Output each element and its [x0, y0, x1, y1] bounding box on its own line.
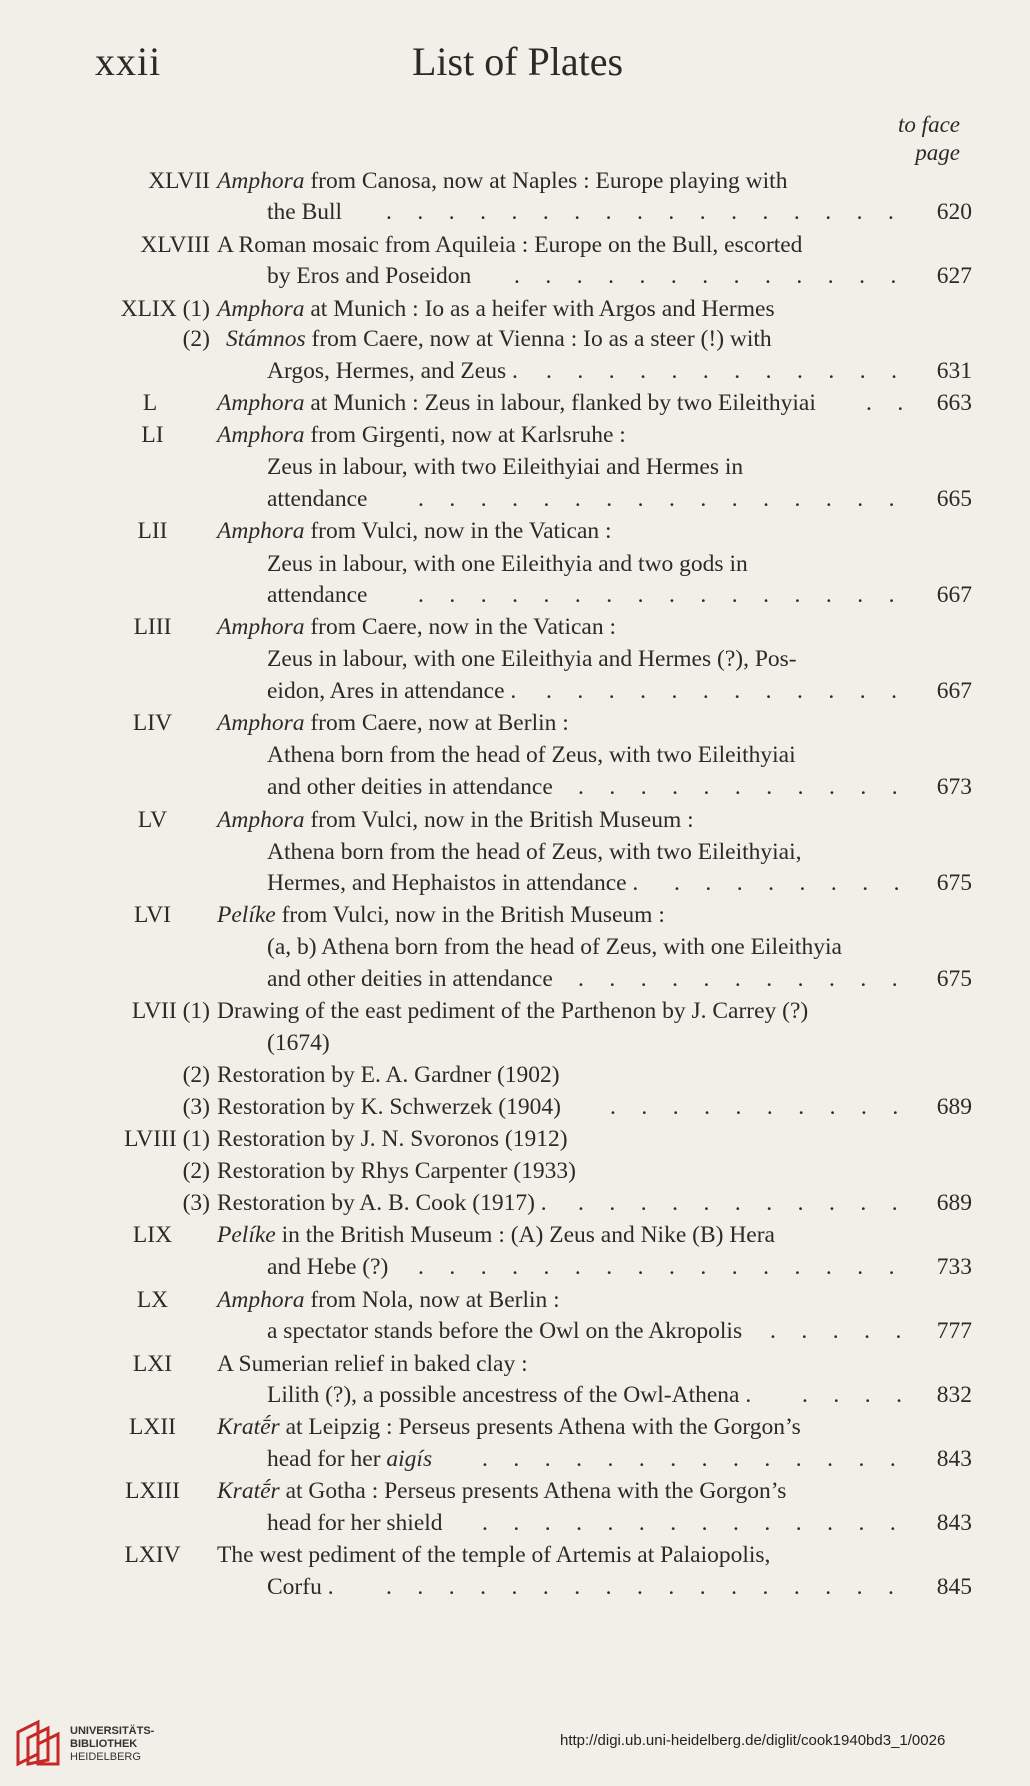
description-text: Zeus in labour, with two Eileithyiai and Hermes in [267, 454, 744, 480]
leader-dots: .......... [610, 1094, 924, 1120]
page-reference: 689 [936, 1094, 972, 1120]
list-line [0, 1252, 1030, 1282]
plate-number: LIII [133, 614, 172, 640]
list-line [0, 964, 1030, 994]
plate-description [217, 388, 816, 418]
plate-description [217, 900, 665, 930]
leader-dots: ................ [418, 1254, 920, 1280]
description-text: Restoration by Rhys Carpenter (1933) [217, 1158, 576, 1184]
plate-description [217, 1092, 561, 1122]
list-line [0, 261, 1030, 291]
list-line [0, 484, 1030, 514]
library-line-2: BIBLIOTHEK [70, 1738, 138, 1750]
plate-description [267, 868, 638, 898]
list-line [0, 452, 1030, 482]
vessel-type: aigís [386, 1446, 433, 1472]
page-reference: 667 [936, 678, 972, 704]
library-line-1: UNIVERSITÄTS- [70, 1725, 155, 1737]
list-line [0, 612, 1030, 642]
plate-description [267, 1444, 432, 1474]
library-name [70, 1725, 154, 1764]
description-text: Restoration by J. N. Svoronos (1912) [217, 1126, 568, 1152]
list-line [0, 230, 1030, 260]
description-text: at Munich : Zeus in labour, flanked by two Eileithyiai [304, 390, 816, 416]
plate-description [217, 1220, 775, 1250]
description-text: head for her shield [267, 1510, 443, 1536]
list-line [0, 197, 1030, 227]
leader-dots: ........... [578, 774, 924, 800]
leader-dots: ................. [386, 199, 920, 225]
list-line [0, 1316, 1030, 1346]
plate-description [267, 1316, 742, 1346]
description-text: the Bull [267, 199, 343, 225]
plate-description [217, 1188, 547, 1218]
description-text: Argos, Hermes, and Zeus . [267, 358, 518, 384]
vessel-type: Amphora [217, 614, 305, 640]
plate-description [217, 1349, 528, 1379]
plate-number: LXII [129, 1414, 176, 1440]
vessel-type: Amphora [217, 1287, 305, 1313]
page-reference: 733 [936, 1254, 972, 1280]
description-text: and other deities in attendance [267, 774, 553, 800]
list-line [0, 1412, 1030, 1442]
list-line [0, 1380, 1030, 1410]
page-reference: 627 [936, 263, 972, 289]
plate-description [267, 356, 518, 386]
description-text: head for her [267, 1446, 387, 1472]
page-reference: 673 [936, 774, 972, 800]
plate-description [267, 1508, 443, 1538]
page-reference: 843 [936, 1446, 972, 1472]
plate-number: XLVII [148, 168, 210, 194]
description-text: from Caere, now at Vienna : Io as a steer (!) with [305, 326, 772, 352]
list-line [0, 294, 1030, 324]
page-reference: 631 [936, 358, 972, 384]
plate-description [267, 932, 842, 962]
plate-number: (2) [182, 326, 210, 352]
plate-description [217, 612, 616, 642]
description-text: (a, b) Athena born from the head of Zeus, with one Eileithyia [267, 934, 842, 960]
list-line [0, 772, 1030, 802]
plate-number: LX [136, 1287, 169, 1313]
description-text: Zeus in labour, with one Eileithyia and Hermes (?), Pos- [267, 646, 797, 672]
list-line [0, 1060, 1030, 1090]
page-reference: 777 [936, 1318, 972, 1344]
plate-number: (3) [182, 1190, 210, 1216]
plate-number: LXIV [124, 1542, 181, 1568]
description-text: (1674) [267, 1030, 330, 1056]
plate-number: LIV [132, 710, 173, 736]
leader-dots: ..... [770, 1318, 927, 1344]
page-reference: 689 [936, 1190, 972, 1216]
list-line [0, 644, 1030, 674]
list-line [0, 1540, 1030, 1570]
leader-dots: ................. [386, 1574, 920, 1600]
page-reference: 845 [936, 1574, 972, 1600]
leader-dots: .............. [482, 1510, 922, 1536]
plate-description [267, 644, 797, 674]
list-line [0, 1349, 1030, 1379]
page-reference: 832 [936, 1382, 972, 1408]
leader-dots: .... [802, 1382, 928, 1408]
list-line [0, 1156, 1030, 1186]
description-text: at Munich : Io as a heifer with Argos and Hermes [304, 296, 775, 322]
plate-description [217, 1285, 560, 1315]
leader-dots: ........ [674, 870, 925, 896]
plate-number: LII [137, 518, 168, 544]
description-text: Corfu . [267, 1574, 334, 1600]
page-reference: 620 [936, 199, 972, 225]
description-text: from Vulci, now in the British Museum : [275, 902, 665, 928]
plate-number: (2) [182, 1158, 210, 1184]
page-reference: 843 [936, 1510, 972, 1536]
description-text: Drawing of the east pediment of the Parthenon by J. Carrey (?) [217, 998, 809, 1024]
plate-description [217, 420, 626, 450]
page-reference: 675 [936, 966, 972, 992]
description-text: at Leipzig : Perseus presents Athena with the Gorgon’s [279, 1414, 801, 1440]
description-text: Athena born from the head of Zeus, with two Eileithyiai [267, 742, 796, 768]
list-line [0, 708, 1030, 738]
description-text: from Girgenti, now at Karlsruhe : [304, 422, 626, 448]
list-line [0, 1476, 1030, 1506]
leader-dots: ........... [578, 1190, 924, 1216]
list-line [0, 166, 1030, 196]
description-text: Hermes, and Hephaistos in attendance . [267, 870, 639, 896]
description-text: from Canosa, now at Naples : Europe playing with [304, 168, 788, 194]
description-text: attendance [267, 582, 368, 608]
list-line [0, 356, 1030, 386]
leader-dots: .............. [482, 1446, 922, 1472]
library-line-3: HEIDELBERG [70, 1751, 141, 1763]
description-text: Zeus in labour, with one Eileithyia and two gods in [267, 551, 748, 577]
plate-description [217, 230, 802, 260]
list-line [0, 324, 1030, 354]
list-line [0, 388, 1030, 418]
plate-description [267, 197, 342, 227]
description-text: and other deities in attendance [267, 966, 553, 992]
plate-number: LV [137, 807, 168, 833]
plate-description [267, 580, 367, 610]
description-text: Restoration by A. B. Cook (1917) . [217, 1190, 547, 1216]
plate-description [217, 294, 775, 324]
vessel-type: Amphora [217, 518, 305, 544]
plate-number: LXIII [125, 1478, 180, 1504]
list-line [0, 837, 1030, 867]
vessel-type: Pelíke [217, 1222, 276, 1248]
vessel-type: Amphora [217, 390, 305, 416]
plate-description [226, 324, 772, 354]
plate-description [267, 772, 553, 802]
description-text: from Vulci, now in the British Museum : [304, 807, 694, 833]
description-text: from Caere, now at Berlin : [304, 710, 569, 736]
vessel-type: Amphora [217, 422, 305, 448]
list-line [0, 1285, 1030, 1315]
plate-description [267, 964, 553, 994]
description-text: from Caere, now in the Vatican : [304, 614, 616, 640]
vessel-type: Amphora [217, 710, 305, 736]
list-line [0, 932, 1030, 962]
university-library-logo-icon [14, 1718, 62, 1768]
plate-number: XLIX (1) [120, 296, 210, 322]
list-line [0, 1028, 1030, 1058]
list-line [0, 1124, 1030, 1154]
list-line [0, 1572, 1030, 1602]
plate-description [267, 1028, 330, 1058]
vessel-type: Stámnos [226, 326, 306, 352]
page-title: List of Plates [412, 39, 624, 84]
plate-description [217, 166, 787, 196]
plate-description [217, 805, 694, 835]
plate-description [267, 837, 802, 867]
plate-number: L [142, 390, 158, 416]
description-text: Restoration by E. A. Gardner (1902) [217, 1062, 560, 1088]
plate-number: LI [141, 422, 164, 448]
plate-description [217, 516, 612, 546]
plate-description [217, 1124, 568, 1154]
vessel-type: Kratḗr [217, 1478, 280, 1504]
description-text: Restoration by K. Schwerzek (1904) [217, 1094, 561, 1120]
list-line [0, 1220, 1030, 1250]
list-line [0, 516, 1030, 546]
page-number: xxii [95, 39, 162, 84]
column-heading-page: page [915, 140, 960, 165]
plate-description [267, 484, 367, 514]
vessel-type: Kratḗr [217, 1414, 280, 1440]
vessel-type: Amphora [217, 807, 305, 833]
vessel-type: Pelíke [217, 902, 276, 928]
description-text: by Eros and Poseidon [267, 263, 472, 289]
plate-number: LVI [134, 902, 171, 928]
list-line [0, 805, 1030, 835]
plate-description [217, 1476, 786, 1506]
description-text: A Roman mosaic from Aquileia : Europe on the Bull, escorted [217, 232, 803, 258]
plate-description [217, 1540, 770, 1570]
leader-dots: .. [866, 390, 929, 416]
list-line [0, 868, 1030, 898]
description-text: The west pediment of the temple of Artemis at Palaiopolis, [217, 1542, 771, 1568]
column-heading-to-face: to face [898, 112, 960, 137]
leader-dots: ............ [546, 678, 923, 704]
page-reference: 675 [936, 870, 972, 896]
vessel-type: Amphora [217, 296, 305, 322]
plate-number: LVIII (1) [124, 1126, 210, 1152]
description-text: from Vulci, now in the Vatican : [304, 518, 612, 544]
plate-description [267, 452, 743, 482]
description-text: a spectator stands before the Owl on the Akropolis [267, 1318, 743, 1344]
leader-dots: ............. [514, 263, 922, 289]
source-url[interactable]: http://digi.ub.uni-heidelberg.de/diglit/cook1940bd3_1/0026 [560, 1732, 946, 1749]
plate-description [217, 1412, 801, 1442]
list-line [0, 740, 1030, 770]
leader-dots: ........... [578, 966, 924, 992]
plate-description [267, 1252, 388, 1282]
plate-description [267, 549, 748, 579]
page-reference: 667 [936, 582, 972, 608]
list-line [0, 996, 1030, 1026]
page-reference: 663 [936, 390, 972, 416]
plate-description [267, 676, 516, 706]
description-text: attendance [267, 486, 368, 512]
plate-number: (2) [182, 1062, 210, 1088]
plate-number: LVII (1) [131, 998, 210, 1024]
list-line [0, 1188, 1030, 1218]
plate-description [267, 1572, 334, 1602]
plate-description [217, 708, 569, 738]
plate-description [217, 996, 808, 1026]
leader-dots: ............ [546, 358, 923, 384]
description-text: in the British Museum : (A) Zeus and Nike (B) Hera [275, 1222, 775, 1248]
list-line [0, 1092, 1030, 1122]
description-text: A Sumerian relief in baked clay : [217, 1351, 528, 1377]
plate-description [217, 1156, 576, 1186]
plate-number: (3) [182, 1094, 210, 1120]
description-text: Lilith (?), a possible ancestress of the Owl-Athena . [267, 1382, 752, 1408]
list-line [0, 420, 1030, 450]
plate-description [267, 740, 796, 770]
leader-dots: ................ [418, 582, 920, 608]
plate-description [267, 261, 471, 291]
plate-number: XLVIII [140, 232, 210, 258]
list-line [0, 549, 1030, 579]
description-text: and Hebe (?) [267, 1254, 389, 1280]
list-line [0, 900, 1030, 930]
list-line [0, 1508, 1030, 1538]
plate-number: LXI [132, 1351, 173, 1377]
description-text: Athena born from the head of Zeus, with two Eileithyiai, [267, 839, 802, 865]
leader-dots: ................ [418, 486, 920, 512]
plate-number: LIX [132, 1222, 173, 1248]
list-line [0, 1444, 1030, 1474]
plate-description [217, 1060, 560, 1090]
list-line [0, 580, 1030, 610]
vessel-type: Amphora [217, 168, 305, 194]
list-line [0, 676, 1030, 706]
description-text: at Gotha : Perseus presents Athena with the Gorgon’s [279, 1478, 787, 1504]
description-text: eidon, Ares in attendance . [267, 678, 517, 704]
description-text: from Nola, now at Berlin : [304, 1287, 560, 1313]
page-reference: 665 [936, 486, 972, 512]
plate-description [267, 1380, 751, 1410]
